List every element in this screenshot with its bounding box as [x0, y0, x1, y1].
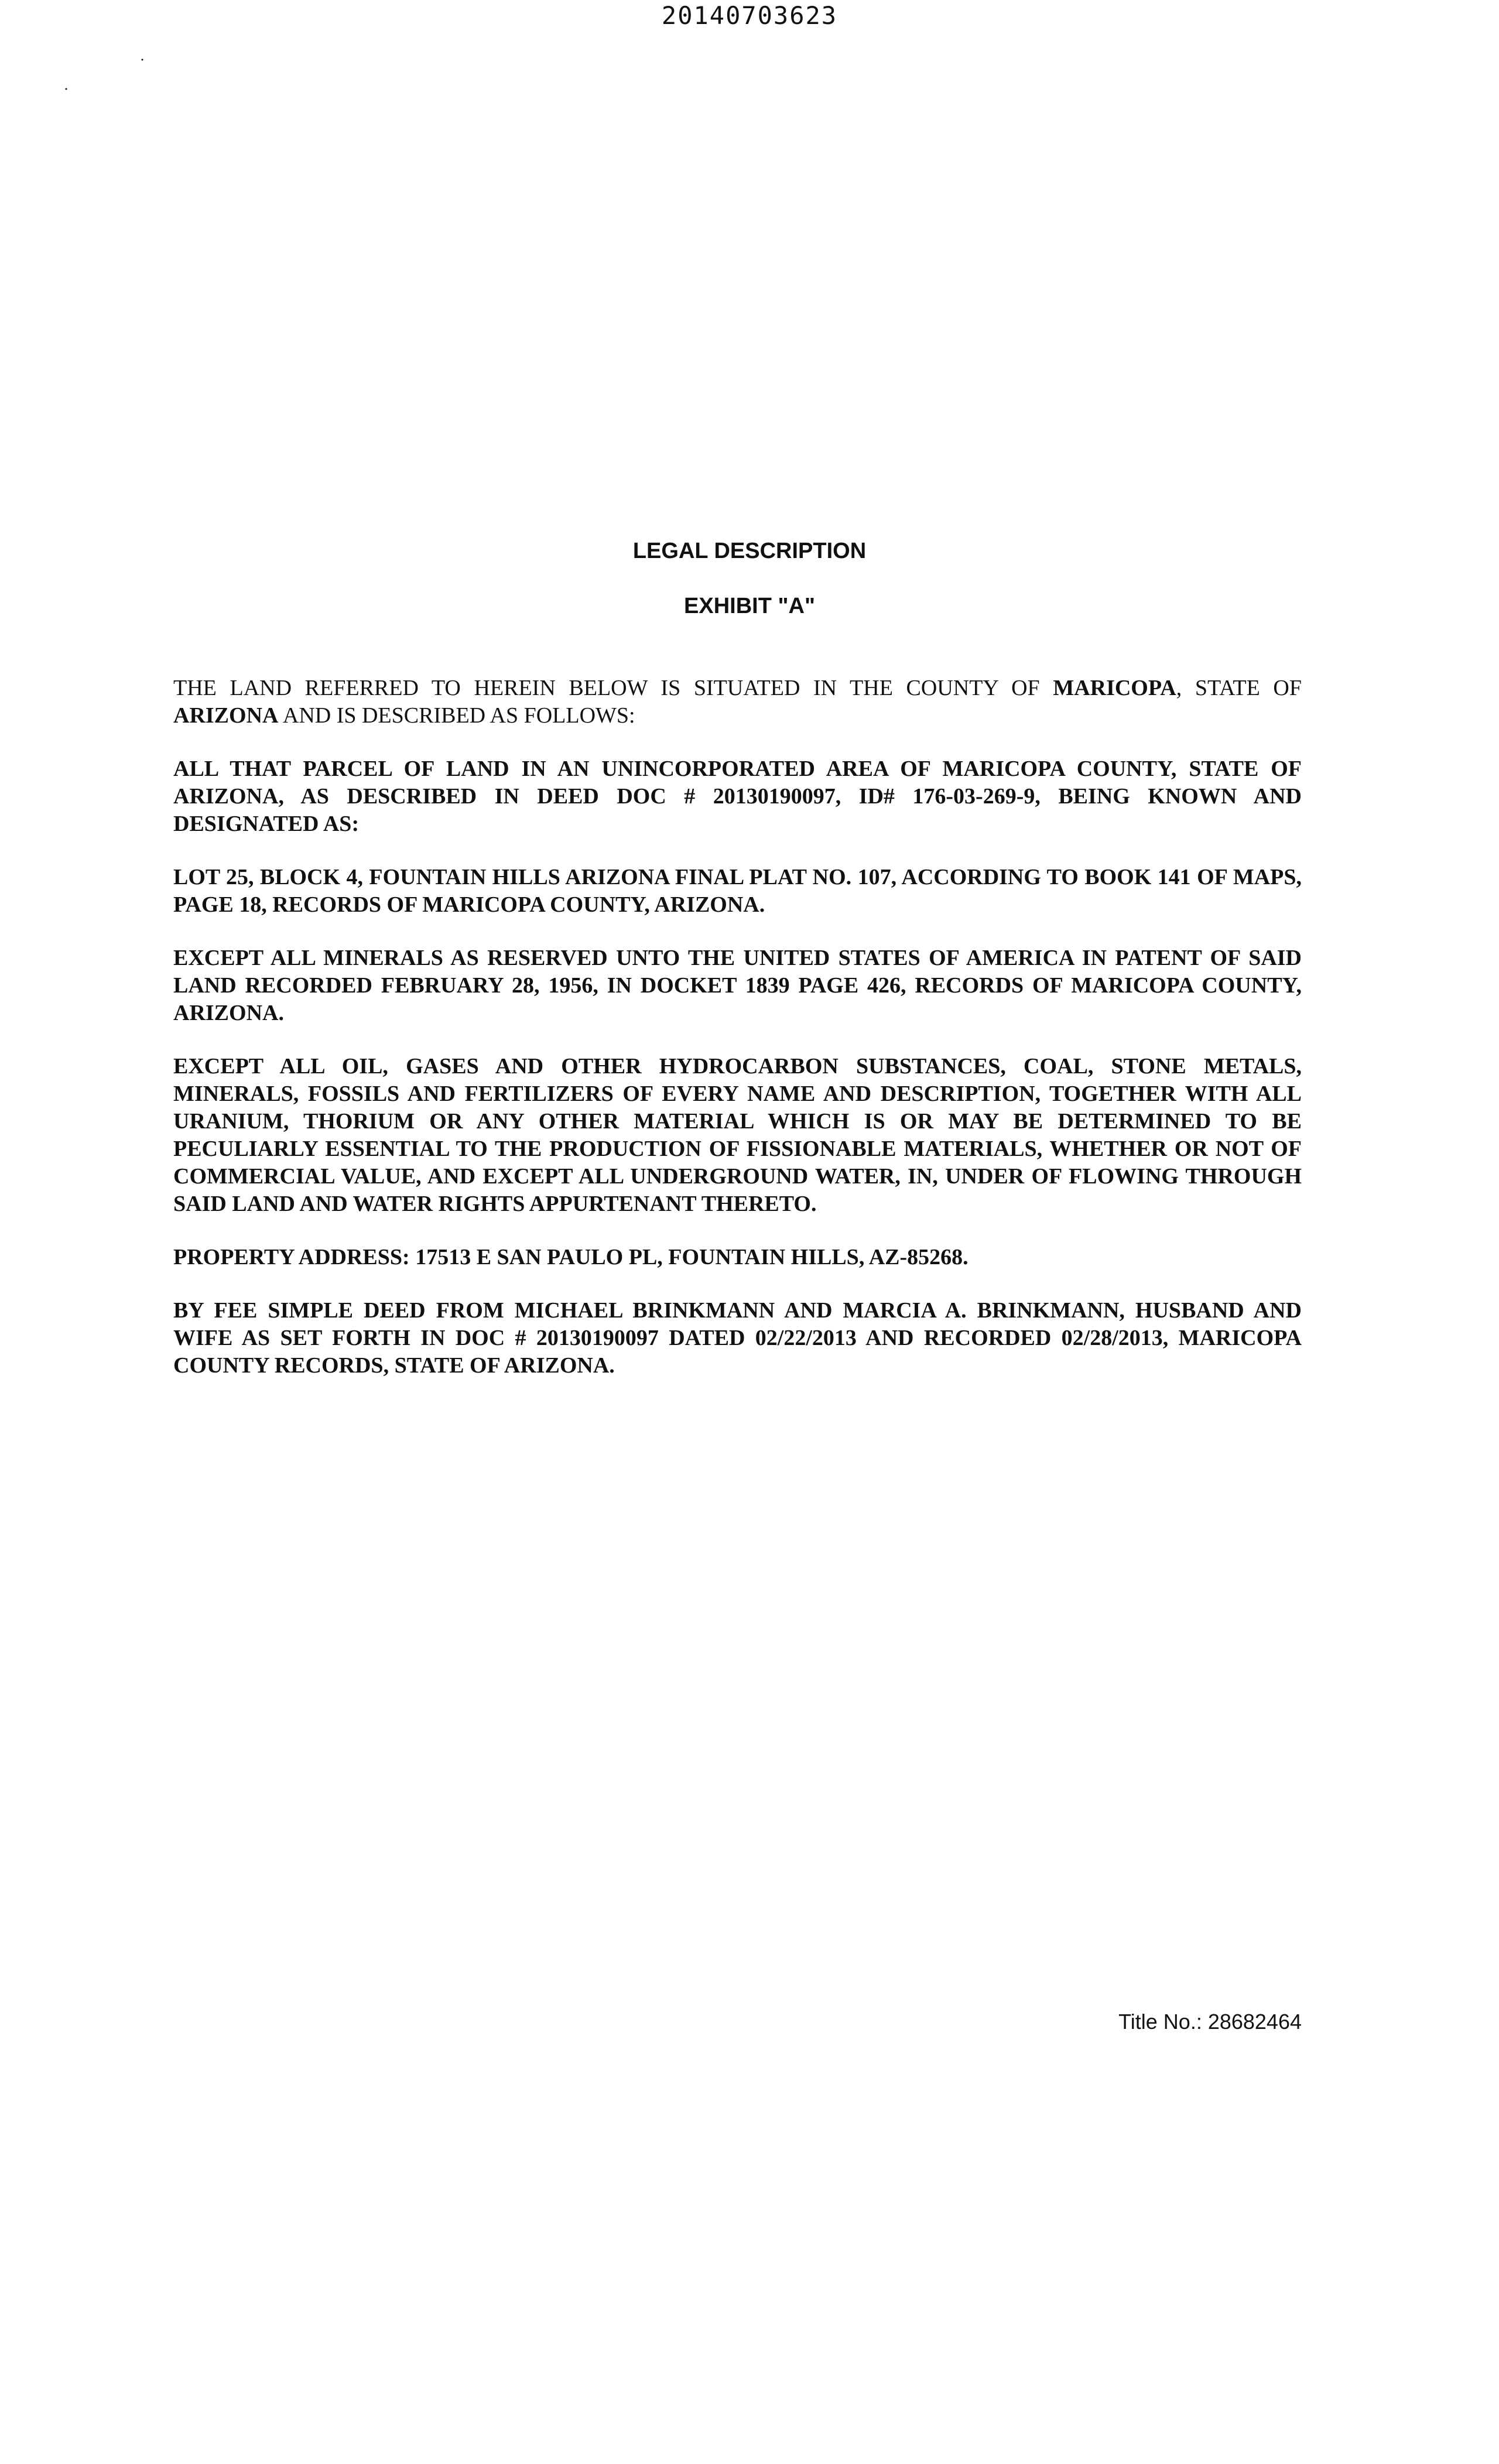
deed-paragraph: BY FEE SIMPLE DEED FROM MICHAEL BRINKMANN AND MARCIA A. BRINKMANN, HUSBAND AND WIFE AS SET FORTH IN DOC # 20130190097 DATED 02/22/2013 AND RECORDED 02/28/2013, MARICOPA COUNTY RECORDS, STATE OF ARIZONA.	[173, 1298, 1302, 1378]
lot-paragraph: LOT 25, BLOCK 4, FOUNTAIN HILLS ARIZONA FINAL PLAT NO. 107, ACCORDING TO BOOK 141 OF MAPS, PAGE 18, RECORDS OF MARICOPA COUNTY, ARIZONA.	[173, 865, 1302, 917]
parcel-paragraph: ALL THAT PARCEL OF LAND IN AN UNINCORPORATED AREA OF MARICOPA COUNTY, STATE OF ARIZONA, AS DESCRIBED IN DEED DOC # 20130190097, ID# 176-03-269-9, BEING KNOWN AND DESIGNATED AS:	[173, 757, 1302, 836]
property-address: PROPERTY ADDRESS: 17513 E SAN PAULO PL, FOUNTAIN HILLS, AZ-85268.	[173, 1245, 968, 1269]
minerals-exception-paragraph: EXCEPT ALL MINERALS AS RESERVED UNTO THE UNITED STATES OF AMERICA IN PATENT OF SAID LAND RECORDED FEBRUARY 28, 1956, IN DOCKET 1839 PAGE 426, RECORDS OF MARICOPA COUNTY, ARIZONA.	[173, 946, 1302, 1025]
legal-description-heading: LEGAL DESCRIPTION	[632, 539, 867, 563]
title-number: Title No.: 28682464	[1118, 2010, 1302, 2034]
document-number: 20140703623	[661, 1, 838, 30]
hydrocarbon-exception-paragraph: EXCEPT ALL OIL, GASES AND OTHER HYDROCARBON SUBSTANCES, COAL, STONE METALS, MINERALS, FOSSILS AND FERTILIZERS OF EVERY NAME AND DESCRIPTION, TOGETHER WITH ALL URANIUM, THORIUM OR ANY OTHER MATERIAL WHICH IS OR MAY BE DETERMINED TO BE PECULIARLY ESSENTIAL TO THE PRODUCTION OF FISSIONABLE MATERIALS, WHETHER OR NOT OF COMMERCIAL VALUE, AND EXCEPT ALL UNDERGROUND WATER, IN, UNDER OF FLOWING THROUGH SAID LAND AND WATER RIGHTS APPURTENANT THERETO.	[173, 1054, 1302, 1216]
state-name: ARIZONA	[173, 703, 279, 728]
scan-mark: ˙	[139, 55, 145, 74]
county-name: MARICOPA	[1053, 676, 1176, 700]
legal-description-body	[173, 675, 1302, 1405]
exhibit-heading: EXHIBIT "A"	[684, 594, 815, 618]
intro-paragraph: THE LAND REFERRED TO HEREIN BELOW IS SITUATED IN THE COUNTY OF MARICOPA, STATE OF ARIZONA AND IS DESCRIBED AS FOLLOWS:	[173, 676, 1302, 728]
scan-mark: ˙	[63, 84, 69, 104]
description-paragraphs	[173, 755, 1302, 1380]
